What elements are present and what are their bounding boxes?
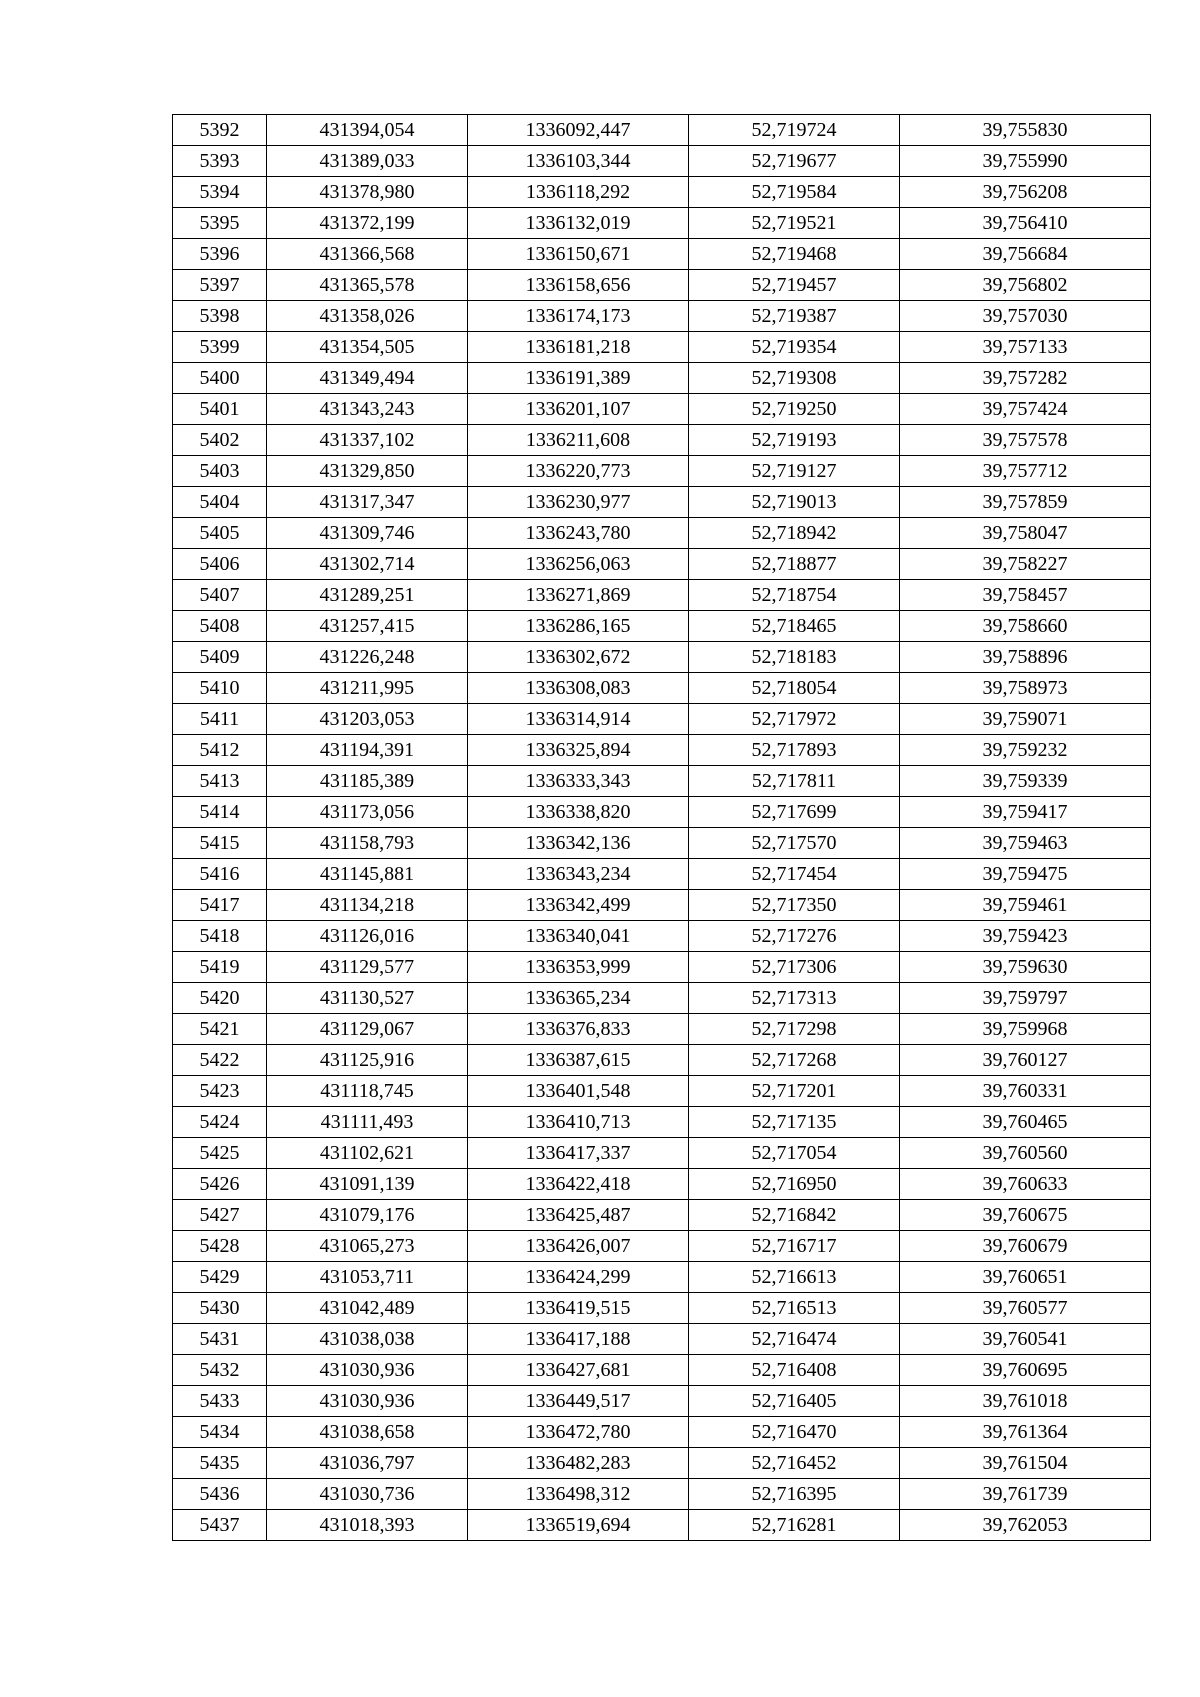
latitude-cell: 52,717054 xyxy=(689,1138,900,1169)
longitude-cell: 39,758227 xyxy=(900,549,1151,580)
table-row xyxy=(173,859,1151,890)
table-row xyxy=(173,1448,1151,1479)
longitude-cell: 39,758047 xyxy=(900,518,1151,549)
longitude-cell: 39,759232 xyxy=(900,735,1151,766)
x-coordinate-cell: 431065,273 xyxy=(267,1231,468,1262)
point-number-cell: 5435 xyxy=(173,1448,267,1479)
longitude-cell: 39,759423 xyxy=(900,921,1151,952)
x-coordinate-cell: 431126,016 xyxy=(267,921,468,952)
x-coordinate-cell: 431354,505 xyxy=(267,332,468,363)
y-coordinate-cell: 1336419,515 xyxy=(468,1293,689,1324)
point-number-cell: 5410 xyxy=(173,673,267,704)
latitude-cell: 52,719193 xyxy=(689,425,900,456)
table-row xyxy=(173,1045,1151,1076)
y-coordinate-cell: 1336365,234 xyxy=(468,983,689,1014)
table-row xyxy=(173,1262,1151,1293)
table-row xyxy=(173,642,1151,673)
table-row xyxy=(173,270,1151,301)
point-number-cell: 5421 xyxy=(173,1014,267,1045)
table-row xyxy=(173,704,1151,735)
y-coordinate-cell: 1336422,418 xyxy=(468,1169,689,1200)
longitude-cell: 39,756802 xyxy=(900,270,1151,301)
point-number-cell: 5430 xyxy=(173,1293,267,1324)
y-coordinate-cell: 1336417,337 xyxy=(468,1138,689,1169)
latitude-cell: 52,717350 xyxy=(689,890,900,921)
y-coordinate-cell: 1336449,517 xyxy=(468,1386,689,1417)
longitude-cell: 39,758457 xyxy=(900,580,1151,611)
x-coordinate-cell: 431118,745 xyxy=(267,1076,468,1107)
longitude-cell: 39,759463 xyxy=(900,828,1151,859)
latitude-cell: 52,716470 xyxy=(689,1417,900,1448)
latitude-cell: 52,716281 xyxy=(689,1510,900,1541)
longitude-cell: 39,759071 xyxy=(900,704,1151,735)
longitude-cell: 39,757133 xyxy=(900,332,1151,363)
table-row xyxy=(173,766,1151,797)
point-number-cell: 5414 xyxy=(173,797,267,828)
longitude-cell: 39,759339 xyxy=(900,766,1151,797)
table-row xyxy=(173,983,1151,1014)
point-number-cell: 5423 xyxy=(173,1076,267,1107)
y-coordinate-cell: 1336158,656 xyxy=(468,270,689,301)
y-coordinate-cell: 1336191,389 xyxy=(468,363,689,394)
latitude-cell: 52,717135 xyxy=(689,1107,900,1138)
table-row xyxy=(173,921,1151,952)
latitude-cell: 52,716452 xyxy=(689,1448,900,1479)
latitude-cell: 52,717276 xyxy=(689,921,900,952)
longitude-cell: 39,755830 xyxy=(900,115,1151,146)
latitude-cell: 52,719724 xyxy=(689,115,900,146)
point-number-cell: 5401 xyxy=(173,394,267,425)
latitude-cell: 52,719308 xyxy=(689,363,900,394)
x-coordinate-cell: 431337,102 xyxy=(267,425,468,456)
y-coordinate-cell: 1336150,671 xyxy=(468,239,689,270)
point-number-cell: 5419 xyxy=(173,952,267,983)
point-number-cell: 5393 xyxy=(173,146,267,177)
point-number-cell: 5433 xyxy=(173,1386,267,1417)
table-row xyxy=(173,115,1151,146)
x-coordinate-cell: 431030,736 xyxy=(267,1479,468,1510)
y-coordinate-cell: 1336220,773 xyxy=(468,456,689,487)
table-row xyxy=(173,1169,1151,1200)
latitude-cell: 52,719677 xyxy=(689,146,900,177)
latitude-cell: 52,716950 xyxy=(689,1169,900,1200)
x-coordinate-cell: 431226,248 xyxy=(267,642,468,673)
x-coordinate-cell: 431372,199 xyxy=(267,208,468,239)
y-coordinate-cell: 1336230,977 xyxy=(468,487,689,518)
longitude-cell: 39,759797 xyxy=(900,983,1151,1014)
longitude-cell: 39,759417 xyxy=(900,797,1151,828)
table-row xyxy=(173,146,1151,177)
table-row xyxy=(173,611,1151,642)
longitude-cell: 39,760560 xyxy=(900,1138,1151,1169)
x-coordinate-cell: 431173,056 xyxy=(267,797,468,828)
longitude-cell: 39,760577 xyxy=(900,1293,1151,1324)
latitude-cell: 52,718942 xyxy=(689,518,900,549)
longitude-cell: 39,760465 xyxy=(900,1107,1151,1138)
point-number-cell: 5434 xyxy=(173,1417,267,1448)
table-row xyxy=(173,1510,1151,1541)
x-coordinate-cell: 431018,393 xyxy=(267,1510,468,1541)
x-coordinate-cell: 431394,054 xyxy=(267,115,468,146)
point-number-cell: 5426 xyxy=(173,1169,267,1200)
x-coordinate-cell: 431358,026 xyxy=(267,301,468,332)
y-coordinate-cell: 1336519,694 xyxy=(468,1510,689,1541)
y-coordinate-cell: 1336427,681 xyxy=(468,1355,689,1386)
longitude-cell: 39,757030 xyxy=(900,301,1151,332)
x-coordinate-cell: 431389,033 xyxy=(267,146,468,177)
longitude-cell: 39,757282 xyxy=(900,363,1151,394)
latitude-cell: 52,719387 xyxy=(689,301,900,332)
coordinates-table xyxy=(172,114,1151,1541)
latitude-cell: 52,716717 xyxy=(689,1231,900,1262)
y-coordinate-cell: 1336482,283 xyxy=(468,1448,689,1479)
y-coordinate-cell: 1336314,914 xyxy=(468,704,689,735)
latitude-cell: 52,719013 xyxy=(689,487,900,518)
longitude-cell: 39,756684 xyxy=(900,239,1151,270)
latitude-cell: 52,716405 xyxy=(689,1386,900,1417)
x-coordinate-cell: 431378,980 xyxy=(267,177,468,208)
y-coordinate-cell: 1336342,499 xyxy=(468,890,689,921)
longitude-cell: 39,760651 xyxy=(900,1262,1151,1293)
table-row xyxy=(173,797,1151,828)
table-row xyxy=(173,1293,1151,1324)
table-row xyxy=(173,952,1151,983)
point-number-cell: 5429 xyxy=(173,1262,267,1293)
longitude-cell: 39,762053 xyxy=(900,1510,1151,1541)
latitude-cell: 52,717570 xyxy=(689,828,900,859)
latitude-cell: 52,717454 xyxy=(689,859,900,890)
x-coordinate-cell: 431365,578 xyxy=(267,270,468,301)
x-coordinate-cell: 431111,493 xyxy=(267,1107,468,1138)
x-coordinate-cell: 431134,218 xyxy=(267,890,468,921)
point-number-cell: 5425 xyxy=(173,1138,267,1169)
point-number-cell: 5402 xyxy=(173,425,267,456)
x-coordinate-cell: 431343,243 xyxy=(267,394,468,425)
longitude-cell: 39,760679 xyxy=(900,1231,1151,1262)
latitude-cell: 52,718754 xyxy=(689,580,900,611)
table-row xyxy=(173,1324,1151,1355)
x-coordinate-cell: 431030,936 xyxy=(267,1355,468,1386)
y-coordinate-cell: 1336498,312 xyxy=(468,1479,689,1510)
table-row xyxy=(173,735,1151,766)
longitude-cell: 39,759630 xyxy=(900,952,1151,983)
longitude-cell: 39,760695 xyxy=(900,1355,1151,1386)
x-coordinate-cell: 431036,797 xyxy=(267,1448,468,1479)
y-coordinate-cell: 1336325,894 xyxy=(468,735,689,766)
longitude-cell: 39,757578 xyxy=(900,425,1151,456)
y-coordinate-cell: 1336308,083 xyxy=(468,673,689,704)
x-coordinate-cell: 431257,415 xyxy=(267,611,468,642)
y-coordinate-cell: 1336424,299 xyxy=(468,1262,689,1293)
latitude-cell: 52,717306 xyxy=(689,952,900,983)
table-row xyxy=(173,1417,1151,1448)
table-row xyxy=(173,332,1151,363)
y-coordinate-cell: 1336340,041 xyxy=(468,921,689,952)
longitude-cell: 39,760633 xyxy=(900,1169,1151,1200)
table-row xyxy=(173,425,1151,456)
longitude-cell: 39,761364 xyxy=(900,1417,1151,1448)
point-number-cell: 5395 xyxy=(173,208,267,239)
longitude-cell: 39,761739 xyxy=(900,1479,1151,1510)
y-coordinate-cell: 1336376,833 xyxy=(468,1014,689,1045)
x-coordinate-cell: 431091,139 xyxy=(267,1169,468,1200)
x-coordinate-cell: 431309,746 xyxy=(267,518,468,549)
point-number-cell: 5404 xyxy=(173,487,267,518)
longitude-cell: 39,760127 xyxy=(900,1045,1151,1076)
table-row xyxy=(173,1138,1151,1169)
point-number-cell: 5427 xyxy=(173,1200,267,1231)
x-coordinate-cell: 431053,711 xyxy=(267,1262,468,1293)
latitude-cell: 52,719521 xyxy=(689,208,900,239)
y-coordinate-cell: 1336103,344 xyxy=(468,146,689,177)
latitude-cell: 52,717811 xyxy=(689,766,900,797)
latitude-cell: 52,718054 xyxy=(689,673,900,704)
point-number-cell: 5436 xyxy=(173,1479,267,1510)
longitude-cell: 39,759968 xyxy=(900,1014,1151,1045)
y-coordinate-cell: 1336387,615 xyxy=(468,1045,689,1076)
table-row xyxy=(173,890,1151,921)
latitude-cell: 52,716408 xyxy=(689,1355,900,1386)
coordinates-table-body xyxy=(173,115,1151,1541)
latitude-cell: 52,717313 xyxy=(689,983,900,1014)
x-coordinate-cell: 431038,658 xyxy=(267,1417,468,1448)
longitude-cell: 39,760541 xyxy=(900,1324,1151,1355)
point-number-cell: 5399 xyxy=(173,332,267,363)
table-row xyxy=(173,487,1151,518)
y-coordinate-cell: 1336118,292 xyxy=(468,177,689,208)
table-row xyxy=(173,301,1151,332)
point-number-cell: 5424 xyxy=(173,1107,267,1138)
longitude-cell: 39,759475 xyxy=(900,859,1151,890)
point-number-cell: 5403 xyxy=(173,456,267,487)
latitude-cell: 52,717268 xyxy=(689,1045,900,1076)
point-number-cell: 5428 xyxy=(173,1231,267,1262)
table-row xyxy=(173,580,1151,611)
longitude-cell: 39,761504 xyxy=(900,1448,1151,1479)
point-number-cell: 5415 xyxy=(173,828,267,859)
longitude-cell: 39,759461 xyxy=(900,890,1151,921)
x-coordinate-cell: 431079,176 xyxy=(267,1200,468,1231)
point-number-cell: 5412 xyxy=(173,735,267,766)
point-number-cell: 5437 xyxy=(173,1510,267,1541)
latitude-cell: 52,718877 xyxy=(689,549,900,580)
y-coordinate-cell: 1336338,820 xyxy=(468,797,689,828)
latitude-cell: 52,717201 xyxy=(689,1076,900,1107)
latitude-cell: 52,719354 xyxy=(689,332,900,363)
y-coordinate-cell: 1336426,007 xyxy=(468,1231,689,1262)
table-row xyxy=(173,456,1151,487)
x-coordinate-cell: 431317,347 xyxy=(267,487,468,518)
x-coordinate-cell: 431329,850 xyxy=(267,456,468,487)
x-coordinate-cell: 431129,577 xyxy=(267,952,468,983)
longitude-cell: 39,755990 xyxy=(900,146,1151,177)
point-number-cell: 5408 xyxy=(173,611,267,642)
y-coordinate-cell: 1336333,343 xyxy=(468,766,689,797)
latitude-cell: 52,717972 xyxy=(689,704,900,735)
y-coordinate-cell: 1336132,019 xyxy=(468,208,689,239)
y-coordinate-cell: 1336302,672 xyxy=(468,642,689,673)
table-row xyxy=(173,1200,1151,1231)
y-coordinate-cell: 1336417,188 xyxy=(468,1324,689,1355)
table-row xyxy=(173,673,1151,704)
table-row xyxy=(173,1014,1151,1045)
table-row xyxy=(173,1479,1151,1510)
point-number-cell: 5405 xyxy=(173,518,267,549)
x-coordinate-cell: 431130,527 xyxy=(267,983,468,1014)
longitude-cell: 39,760331 xyxy=(900,1076,1151,1107)
point-number-cell: 5398 xyxy=(173,301,267,332)
y-coordinate-cell: 1336201,107 xyxy=(468,394,689,425)
table-row xyxy=(173,1355,1151,1386)
point-number-cell: 5416 xyxy=(173,859,267,890)
point-number-cell: 5420 xyxy=(173,983,267,1014)
x-coordinate-cell: 431366,568 xyxy=(267,239,468,270)
longitude-cell: 39,757859 xyxy=(900,487,1151,518)
latitude-cell: 52,718183 xyxy=(689,642,900,673)
longitude-cell: 39,758660 xyxy=(900,611,1151,642)
latitude-cell: 52,717298 xyxy=(689,1014,900,1045)
y-coordinate-cell: 1336271,869 xyxy=(468,580,689,611)
longitude-cell: 39,761018 xyxy=(900,1386,1151,1417)
longitude-cell: 39,756410 xyxy=(900,208,1151,239)
x-coordinate-cell: 431102,621 xyxy=(267,1138,468,1169)
y-coordinate-cell: 1336472,780 xyxy=(468,1417,689,1448)
point-number-cell: 5409 xyxy=(173,642,267,673)
table-row xyxy=(173,208,1151,239)
point-number-cell: 5407 xyxy=(173,580,267,611)
point-number-cell: 5431 xyxy=(173,1324,267,1355)
table-row xyxy=(173,239,1151,270)
y-coordinate-cell: 1336092,447 xyxy=(468,115,689,146)
table-row xyxy=(173,549,1151,580)
latitude-cell: 52,719127 xyxy=(689,456,900,487)
y-coordinate-cell: 1336181,218 xyxy=(468,332,689,363)
y-coordinate-cell: 1336211,608 xyxy=(468,425,689,456)
longitude-cell: 39,757712 xyxy=(900,456,1151,487)
longitude-cell: 39,757424 xyxy=(900,394,1151,425)
point-number-cell: 5400 xyxy=(173,363,267,394)
latitude-cell: 52,719457 xyxy=(689,270,900,301)
table-row xyxy=(173,518,1151,549)
x-coordinate-cell: 431042,489 xyxy=(267,1293,468,1324)
y-coordinate-cell: 1336425,487 xyxy=(468,1200,689,1231)
point-number-cell: 5418 xyxy=(173,921,267,952)
point-number-cell: 5392 xyxy=(173,115,267,146)
table-row xyxy=(173,1231,1151,1262)
y-coordinate-cell: 1336286,165 xyxy=(468,611,689,642)
longitude-cell: 39,758896 xyxy=(900,642,1151,673)
latitude-cell: 52,719250 xyxy=(689,394,900,425)
table-row xyxy=(173,394,1151,425)
latitude-cell: 52,717699 xyxy=(689,797,900,828)
y-coordinate-cell: 1336343,234 xyxy=(468,859,689,890)
table-row xyxy=(173,1386,1151,1417)
y-coordinate-cell: 1336353,999 xyxy=(468,952,689,983)
y-coordinate-cell: 1336342,136 xyxy=(468,828,689,859)
x-coordinate-cell: 431349,494 xyxy=(267,363,468,394)
y-coordinate-cell: 1336243,780 xyxy=(468,518,689,549)
point-number-cell: 5394 xyxy=(173,177,267,208)
latitude-cell: 52,719468 xyxy=(689,239,900,270)
longitude-cell: 39,760675 xyxy=(900,1200,1151,1231)
point-number-cell: 5406 xyxy=(173,549,267,580)
latitude-cell: 52,716842 xyxy=(689,1200,900,1231)
x-coordinate-cell: 431289,251 xyxy=(267,580,468,611)
x-coordinate-cell: 431203,053 xyxy=(267,704,468,735)
x-coordinate-cell: 431211,995 xyxy=(267,673,468,704)
x-coordinate-cell: 431125,916 xyxy=(267,1045,468,1076)
latitude-cell: 52,719584 xyxy=(689,177,900,208)
y-coordinate-cell: 1336401,548 xyxy=(468,1076,689,1107)
x-coordinate-cell: 431038,038 xyxy=(267,1324,468,1355)
x-coordinate-cell: 431194,391 xyxy=(267,735,468,766)
point-number-cell: 5413 xyxy=(173,766,267,797)
y-coordinate-cell: 1336174,173 xyxy=(468,301,689,332)
point-number-cell: 5396 xyxy=(173,239,267,270)
latitude-cell: 52,716395 xyxy=(689,1479,900,1510)
table-row xyxy=(173,363,1151,394)
latitude-cell: 52,717893 xyxy=(689,735,900,766)
x-coordinate-cell: 431185,389 xyxy=(267,766,468,797)
y-coordinate-cell: 1336410,713 xyxy=(468,1107,689,1138)
point-number-cell: 5411 xyxy=(173,704,267,735)
longitude-cell: 39,758973 xyxy=(900,673,1151,704)
latitude-cell: 52,716613 xyxy=(689,1262,900,1293)
latitude-cell: 52,718465 xyxy=(689,611,900,642)
table-row xyxy=(173,177,1151,208)
latitude-cell: 52,716474 xyxy=(689,1324,900,1355)
point-number-cell: 5397 xyxy=(173,270,267,301)
y-coordinate-cell: 1336256,063 xyxy=(468,549,689,580)
x-coordinate-cell: 431302,714 xyxy=(267,549,468,580)
table-row xyxy=(173,828,1151,859)
x-coordinate-cell: 431158,793 xyxy=(267,828,468,859)
table-row xyxy=(173,1107,1151,1138)
longitude-cell: 39,756208 xyxy=(900,177,1151,208)
x-coordinate-cell: 431145,881 xyxy=(267,859,468,890)
point-number-cell: 5432 xyxy=(173,1355,267,1386)
point-number-cell: 5422 xyxy=(173,1045,267,1076)
x-coordinate-cell: 431129,067 xyxy=(267,1014,468,1045)
table-row xyxy=(173,1076,1151,1107)
point-number-cell: 5417 xyxy=(173,890,267,921)
latitude-cell: 52,716513 xyxy=(689,1293,900,1324)
x-coordinate-cell: 431030,936 xyxy=(267,1386,468,1417)
